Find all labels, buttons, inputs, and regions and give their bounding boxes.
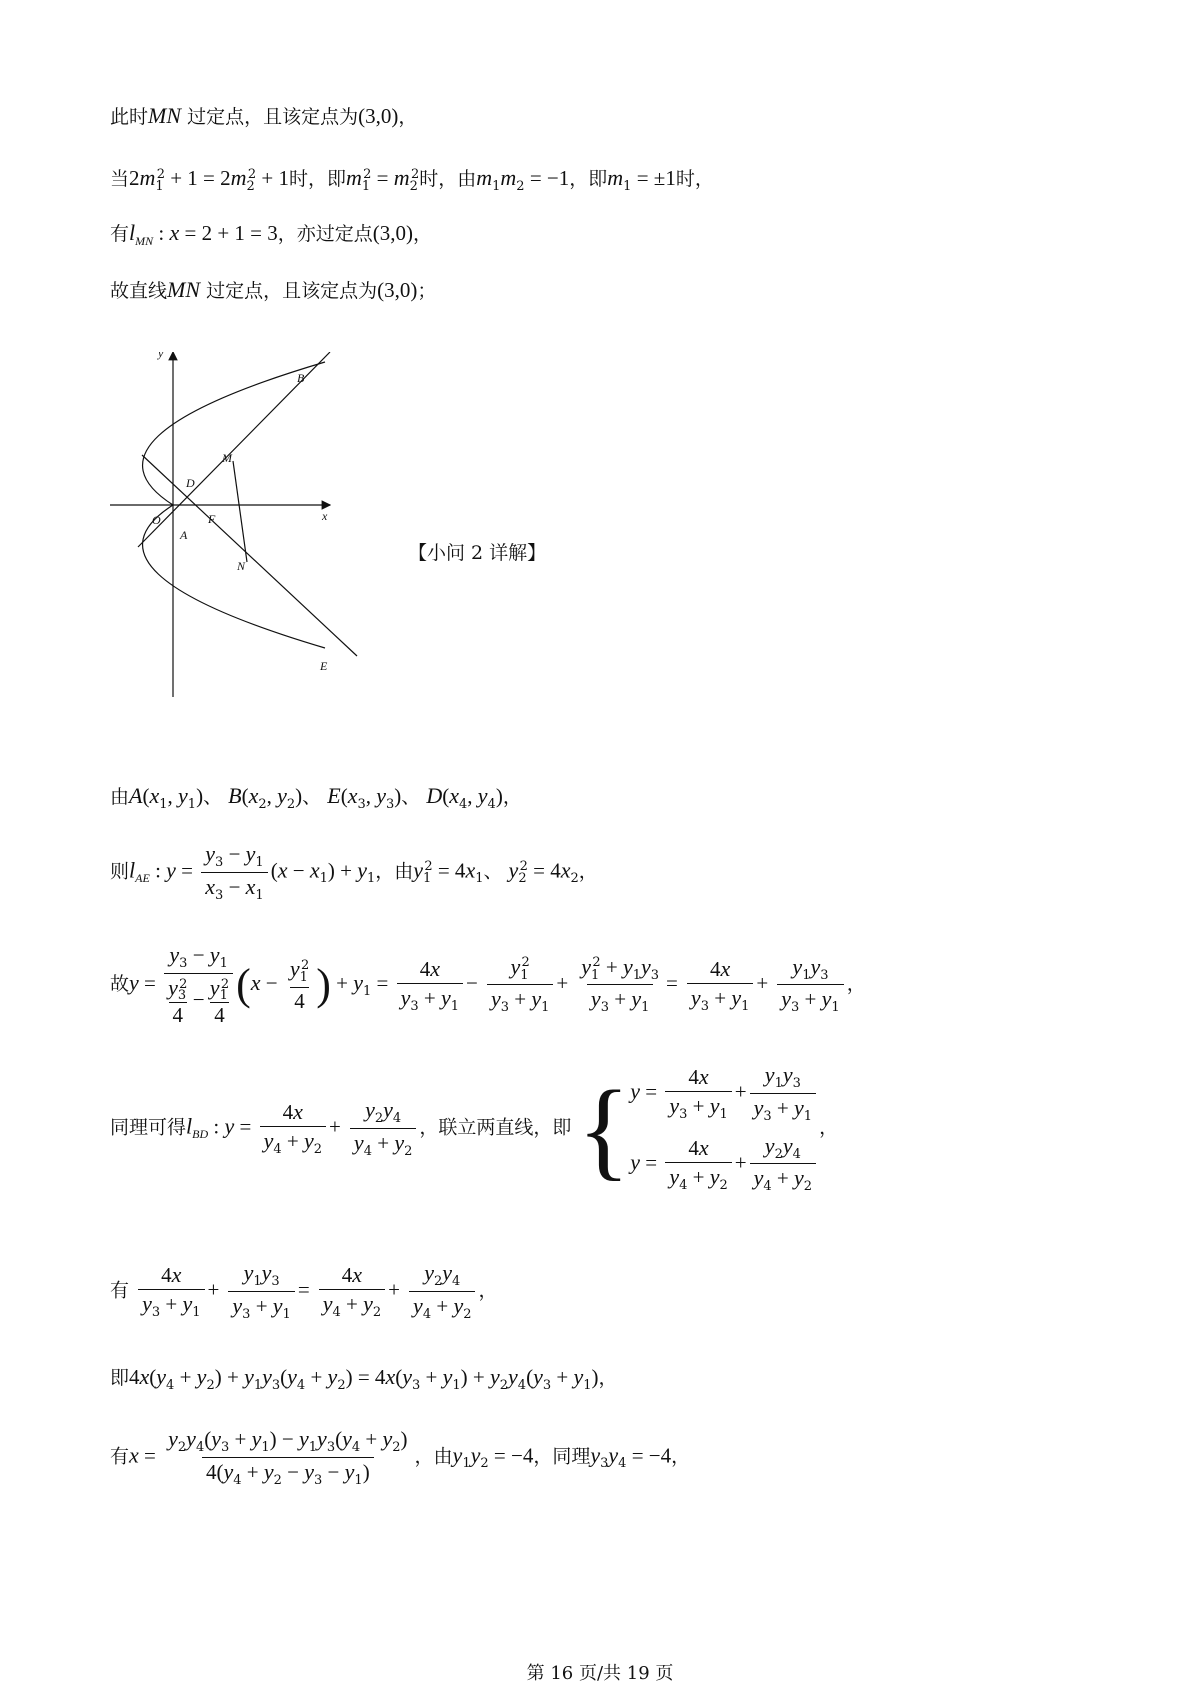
- text-line-4: 故直线MN 过定点，且该定点为(3,0)；: [110, 277, 437, 302]
- text-line-2: 当$2m_1^2 + 1 = 2m_2^2 + 1$时，即$m_1^2 = m_2^2$时，由$m_1m_2 = -1$，即$m_1 = \pm 1$时，: [110, 165, 714, 194]
- text-line-10: 即$4x(y_4 + y_2) + y_1y_3(y_4 + y_2) = 4x(y_3 + y_1) + y_2y_4(y_3 + y_1)$，: [110, 1364, 618, 1393]
- text-line-3: 有$l_{MN}$ : x = 2 + 1 = 3，亦过定点(3,0)，: [110, 220, 433, 248]
- line-de: [142, 455, 357, 656]
- label-f: F: [208, 512, 216, 526]
- label-o: O: [152, 513, 161, 527]
- label-n: N: [237, 559, 246, 573]
- page-footer: 第 16 页/共 19 页: [526, 1663, 674, 1684]
- parabola-figure: [110, 352, 380, 697]
- label-y: y: [158, 352, 164, 360]
- label-m: M: [222, 451, 232, 465]
- text-line-6: 则$l_{AE}$ : y = $\frac{y_3 - y_1}{x_3 - x_1}$ $(x - x_1) + y_1$，由$y_1^2 = 4x_1$、 $y_2^2 = 4x_2$，: [110, 841, 598, 903]
- text-line-5: 由$A(x_1$, $y_1$)、 $B(x_2$, $y_2$)、 $E(x_3$, $y_3$)、 $D(x_4$, $y_4$)，: [110, 783, 522, 812]
- text-line-7: 故y = $y_3 - y_1$ $y_3^2$ 4 − $y_1^2$ 4 (x − $\frac{y_1^2}{4}$ ) + $y_1$ = $\frac{4x}{y_3 + y_1}$ − $\frac{y_1^2}{y_3 + y_1}$ + $\frac{y_1^2 + y_1y_3}{y_3 + y_1}$ = $\frac{4x}{y_3 + y_1}$ + $\frac{y_1y_3}{y_3 + y_1}$ ，: [110, 942, 866, 1027]
- label-x: x: [322, 509, 328, 523]
- text-line-8: 同理可得$l_{BD}$ : y = $\frac{4x}{y_4 + y_2}$ + $\frac{y_2y_4}{y_4 + y_2}$ ，联立两直线，即 { y = $\frac{4x}{y_3 + y_1}$ + $\frac{y_1y_3}{y_3 + y_1}$ y = $\frac{4x}{y_4 + y_2}$ + $\frac{y_2y_4}{y_4 + y_2}$ ，: [110, 1062, 839, 1195]
- label-e: E: [320, 659, 328, 673]
- label-d: D: [186, 476, 195, 490]
- label-a: A: [180, 528, 188, 542]
- label-b: B: [297, 371, 305, 385]
- subquestion-heading: 【小问 2 详解】: [408, 542, 547, 564]
- text-line-1: 此时MN 过定点，且该定点为(3,0)，: [110, 103, 418, 128]
- text-line-11: 有x = $\frac{y_2y_4(y_3 + y_1) - y_1y_3(y_4 + y_2)}{4(y_4 + y_2 - y_3 - y_1)}$ ，由$y_1y_2 = -4$，同理$y_3y_4 = -4$，: [110, 1426, 691, 1488]
- text-line-9: 有 $\frac{4x}{y_3 + y_1}$ + $\frac{y_1y_3}{y_3 + y_1}$ = $\frac{4x}{y_4 + y_2}$ + $\frac{y_2y_4}{y_4 + y_2}$ ，: [110, 1260, 498, 1322]
